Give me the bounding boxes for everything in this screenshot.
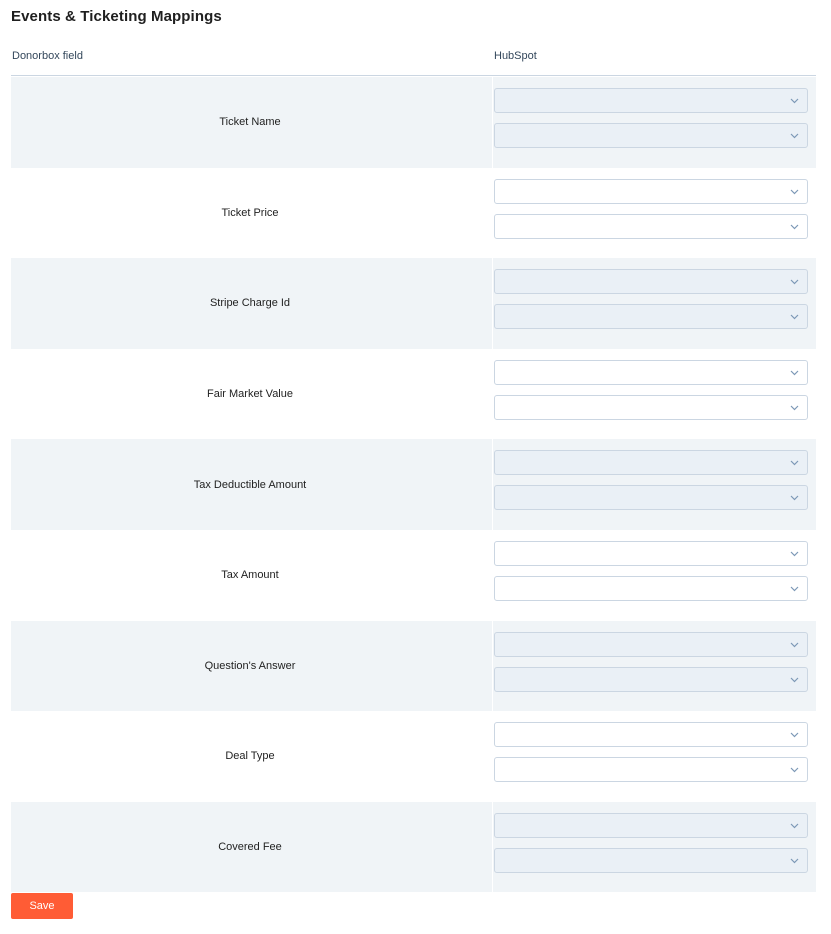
mapping-row-covered-fee xyxy=(11,802,816,893)
row-divider xyxy=(492,77,493,168)
field-label: Stripe Charge Id xyxy=(209,297,291,310)
hubspot-select-secondary[interactable] xyxy=(494,485,808,510)
donorbox-field-header: Donorbox field xyxy=(12,50,83,62)
chevron-down-icon xyxy=(790,551,799,557)
mapping-table xyxy=(11,77,816,892)
hubspot-select-primary[interactable] xyxy=(494,450,808,475)
field-label: Deal Type xyxy=(225,750,275,763)
mapping-row-tax-deductible-amount xyxy=(11,439,816,530)
hubspot-select-secondary[interactable] xyxy=(494,757,808,782)
chevron-down-icon xyxy=(790,279,799,285)
hubspot-select-primary[interactable] xyxy=(494,360,808,385)
hubspot-select-secondary[interactable] xyxy=(494,667,808,692)
mapping-row-fair-market-value xyxy=(11,349,816,440)
header-divider xyxy=(11,75,816,76)
chevron-down-icon xyxy=(790,823,799,829)
hubspot-select-primary[interactable] xyxy=(494,88,808,113)
field-label: Tax Deductible Amount xyxy=(193,478,307,491)
field-label: Covered Fee xyxy=(218,841,282,854)
chevron-down-icon xyxy=(790,460,799,466)
hubspot-select-secondary[interactable] xyxy=(494,304,808,329)
chevron-down-icon xyxy=(790,642,799,648)
chevron-down-icon xyxy=(790,858,799,864)
save-button[interactable]: Save xyxy=(11,893,73,919)
mapping-row-stripe-charge-id xyxy=(11,258,816,349)
row-divider xyxy=(492,802,493,893)
hubspot-select-primary[interactable] xyxy=(494,179,808,204)
hubspot-select-secondary[interactable] xyxy=(494,123,808,148)
field-label: Fair Market Value xyxy=(207,388,293,401)
row-divider xyxy=(492,621,493,712)
chevron-down-icon xyxy=(790,677,799,683)
chevron-down-icon xyxy=(790,732,799,738)
chevron-down-icon xyxy=(790,98,799,104)
mapping-row-ticket-name xyxy=(11,77,816,168)
chevron-down-icon xyxy=(790,767,799,773)
mapping-row-deal-type xyxy=(11,711,816,802)
hubspot-select-secondary[interactable] xyxy=(494,395,808,420)
chevron-down-icon xyxy=(790,224,799,230)
chevron-down-icon xyxy=(790,314,799,320)
field-label: Ticket Price xyxy=(221,206,279,219)
hubspot-select-primary[interactable] xyxy=(494,813,808,838)
mapping-row-tax-amount xyxy=(11,530,816,621)
hubspot-select-secondary[interactable] xyxy=(494,576,808,601)
chevron-down-icon xyxy=(790,370,799,376)
mapping-row-questions-answer xyxy=(11,621,816,712)
chevron-down-icon xyxy=(790,586,799,592)
hubspot-header: HubSpot xyxy=(494,50,537,62)
chevron-down-icon xyxy=(790,189,799,195)
chevron-down-icon xyxy=(790,405,799,411)
page-title: Events & Ticketing Mappings xyxy=(11,8,222,25)
hubspot-select-primary[interactable] xyxy=(494,632,808,657)
field-label: Ticket Name xyxy=(219,116,281,129)
chevron-down-icon xyxy=(790,133,799,139)
hubspot-select-secondary[interactable] xyxy=(494,214,808,239)
hubspot-select-primary[interactable] xyxy=(494,269,808,294)
row-divider xyxy=(492,258,493,349)
hubspot-select-primary[interactable] xyxy=(494,722,808,747)
hubspot-select-secondary[interactable] xyxy=(494,848,808,873)
row-divider xyxy=(492,439,493,530)
chevron-down-icon xyxy=(790,495,799,501)
field-label: Tax Amount xyxy=(221,569,279,582)
hubspot-select-primary[interactable] xyxy=(494,541,808,566)
field-label: Question's Answer xyxy=(204,659,296,672)
mapping-row-ticket-price xyxy=(11,168,816,259)
